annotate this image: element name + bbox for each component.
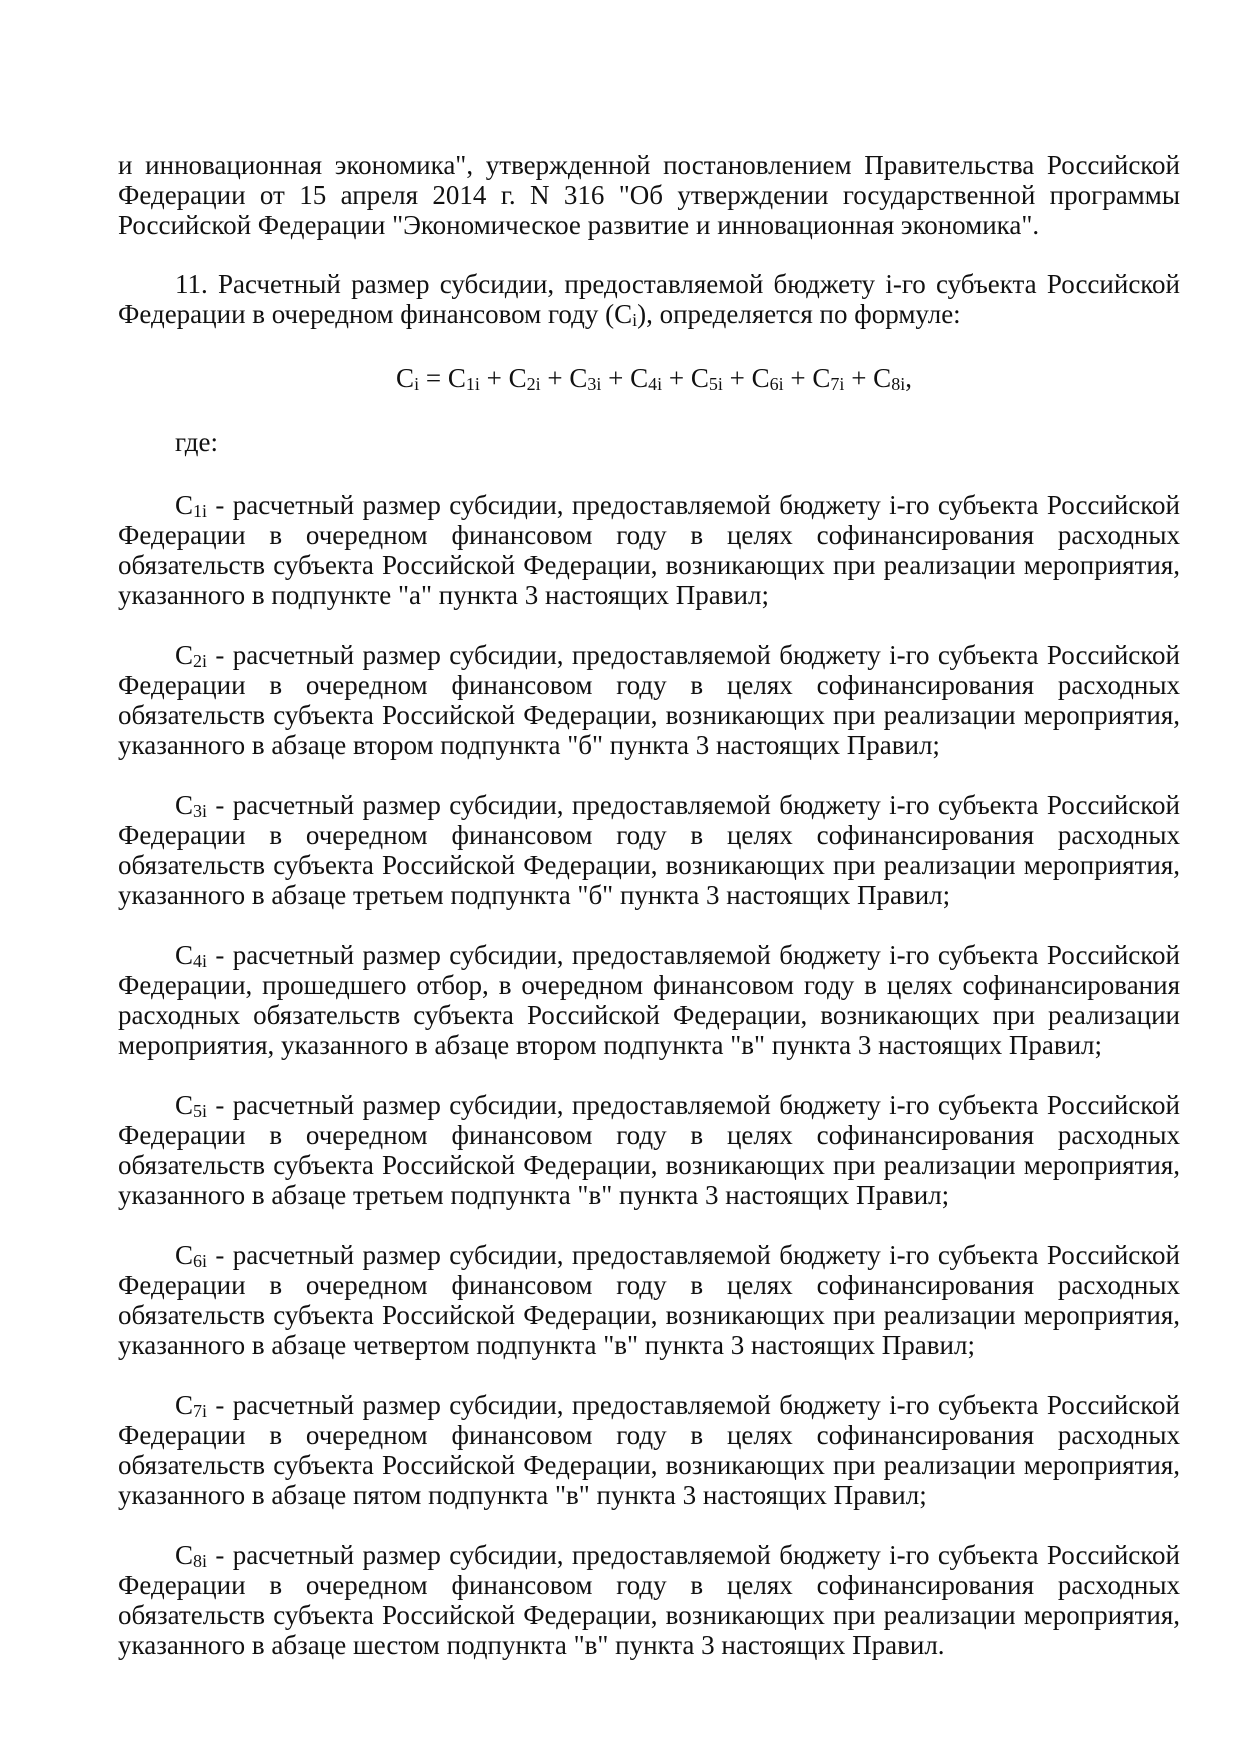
variable-subscript: i xyxy=(632,310,638,330)
spacer xyxy=(118,457,1180,490)
definition-c2 xyxy=(118,640,1180,760)
formula-term: $C_{5i}$ xyxy=(690,363,723,394)
definition-subscript: 2i xyxy=(193,651,208,671)
definition-symbol: C xyxy=(175,1240,194,1270)
definition-subscript: 8i xyxy=(193,1551,208,1571)
definition-text: - расчетный размер субсидии, предоставляемой бюджету i-го субъекта Российской Федерации в очередном финансовом году в целях софинансирования расходных обязательств субъекта Российской Федерации, возникающих при реализации мероприятия, указанного в абзаце третьем подпункта "б" пункта 3 настоящих Правил; xyxy=(118,790,1180,910)
definition-subscript: 3i xyxy=(193,801,208,821)
spacer xyxy=(118,1510,1180,1540)
definition-text: - расчетный размер субсидии, предоставляемой бюджету i-го субъекта Российской Федерации в очередном финансовом году в целях софинансирования расходных обязательств субъекта Российской Федерации, возникающих при реализации мероприятия, указанного в абзаце пятом подпункта "в" пункта 3 настоящих Правил; xyxy=(118,1390,1180,1510)
definition-subscript: 5i xyxy=(193,1101,208,1121)
formula-plus: + xyxy=(479,363,509,393)
formula-plus: + xyxy=(722,363,752,393)
clause-11-variable xyxy=(614,299,637,329)
spacer xyxy=(118,240,1180,269)
formula-term: $C_{3i}$ xyxy=(569,363,602,394)
definition-symbol: C xyxy=(175,1390,194,1420)
formula-term: $C_{1i}$ xyxy=(447,363,480,394)
formula-term: $C_{8i}$ xyxy=(873,363,906,394)
clause-11-text-after: ), определяется по формуле: xyxy=(637,299,961,329)
definition-symbol: C xyxy=(175,640,194,670)
definition-symbol: C xyxy=(175,1540,194,1570)
definition-text: - расчетный размер субсидии, предоставляемой бюджету i-го субъекта Российской Федерации в очередном финансовом году в целях софинансирования расходных обязательств субъекта Российской Федерации, возникающих при реализации мероприятия, указанного в абзаце третьем подпункта "в" пункта 3 настоящих Правил; xyxy=(118,1090,1180,1210)
formula-term: $C_{7i}$ xyxy=(812,363,845,394)
formula-term: $C_{4i}$ xyxy=(630,363,663,394)
definition-text: - расчетный размер субсидии, предоставляемой бюджету i-го субъекта Российской Федерации в очередном финансовом году в целях софинансирования расходных обязательств субъекта Российской Федерации, возникающих при реализации мероприятия, указанного в абзаце четвертом подпункта "в" пункта 3 настоящих Правил; xyxy=(118,1240,1180,1360)
definition-c6 xyxy=(118,1240,1180,1360)
spacer xyxy=(118,1210,1180,1240)
clause-11-text-before: 11. Расчетный размер субсидии, предоставляемой бюджету i-го субъекта Российской Федерации в очередном финансовом году ( xyxy=(118,269,1180,329)
definition-c4 xyxy=(118,940,1180,1060)
definition-symbol: C xyxy=(175,940,194,970)
formula-plus: + xyxy=(540,363,570,393)
definition-c3 xyxy=(118,790,1180,910)
document-page xyxy=(118,150,1180,1660)
definition-subscript: 6i xyxy=(193,1251,208,1271)
formula-plus: + xyxy=(844,363,874,393)
definition-subscript: 7i xyxy=(193,1401,208,1421)
definition-subscript: 1i xyxy=(193,501,208,521)
definition-c7 xyxy=(118,1390,1180,1510)
formula-plus: + xyxy=(662,363,691,393)
spacer xyxy=(118,393,1180,427)
spacer xyxy=(118,1360,1180,1390)
formula-term: $C_{6i}$ xyxy=(751,363,784,394)
definition-subscript: 4i xyxy=(193,951,208,971)
definition-text: - расчетный размер субсидии, предоставляемой бюджету i-го субъекта Российской Федерации в очередном финансовом году в целях софинансирования расходных обязательств субъекта Российской Федерации, возникающих при реализации мероприятия, указанного в абзаце шестом подпункта "в" пункта 3 настоящих Правил. xyxy=(118,1540,1180,1660)
spacer xyxy=(118,1060,1180,1090)
where-label: где: xyxy=(175,427,218,457)
variable-symbol: C xyxy=(614,299,633,329)
formula-plus: + xyxy=(783,363,813,393)
definition-c5 xyxy=(118,1090,1180,1210)
spacer xyxy=(118,760,1180,790)
definition-text: - расчетный размер субсидии, предоставляемой бюджету i-го субъекта Российской Федерации в очередном финансовом году в целях софинансирования расходных обязательств субъекта Российской Федерации, возникающих при реализации мероприятия, указанного в абзаце втором подпункта "б" пункта 3 настоящих Правил; xyxy=(118,640,1180,760)
formula-plus: + xyxy=(601,363,631,393)
formula-trailing-comma: , xyxy=(905,363,912,393)
spacer xyxy=(118,610,1180,640)
clause-11-paragraph xyxy=(118,269,1180,329)
formula-lhs: $C_i$ xyxy=(396,363,420,394)
spacer xyxy=(118,329,1180,363)
definition-symbol: C xyxy=(175,490,194,520)
formula xyxy=(118,363,1180,393)
spacer xyxy=(118,910,1180,940)
definition-text: - расчетный размер субсидии, предоставляемой бюджету i-го субъекта Российской Федерации в очередном финансовом году в целях софинансирования расходных обязательств субъекта Российской Федерации, возникающих при реализации мероприятия, указанного в подпункте "а" пункта 3 настоящих Правил; xyxy=(118,490,1180,610)
definition-symbol: C xyxy=(175,1090,194,1120)
definition-symbol: C xyxy=(175,790,194,820)
intro-paragraph: и инновационная экономика", утвержденной постановлением Правительства Российской Федерации от 15 апреля 2014 г. N 316 "Об утверждении государственной программы Российской Федерации "Экономическое развитие и инновационная экономика". xyxy=(118,150,1180,240)
formula-term: $C_{2i}$ xyxy=(508,363,541,394)
definition-c8 xyxy=(118,1540,1180,1660)
definition-c1 xyxy=(118,490,1180,610)
definition-text: - расчетный размер субсидии, предоставляемой бюджету i-го субъекта Российской Федерации, прошедшего отбор, в очередном финансовом году в целях софинансирования расходных обязательств субъекта Российской Федерации, возникающих при реализации мероприятия, указанного в абзаце втором подпункта "в" пункта 3 настоящих Правил; xyxy=(118,940,1180,1060)
formula-equals: = xyxy=(419,363,448,393)
